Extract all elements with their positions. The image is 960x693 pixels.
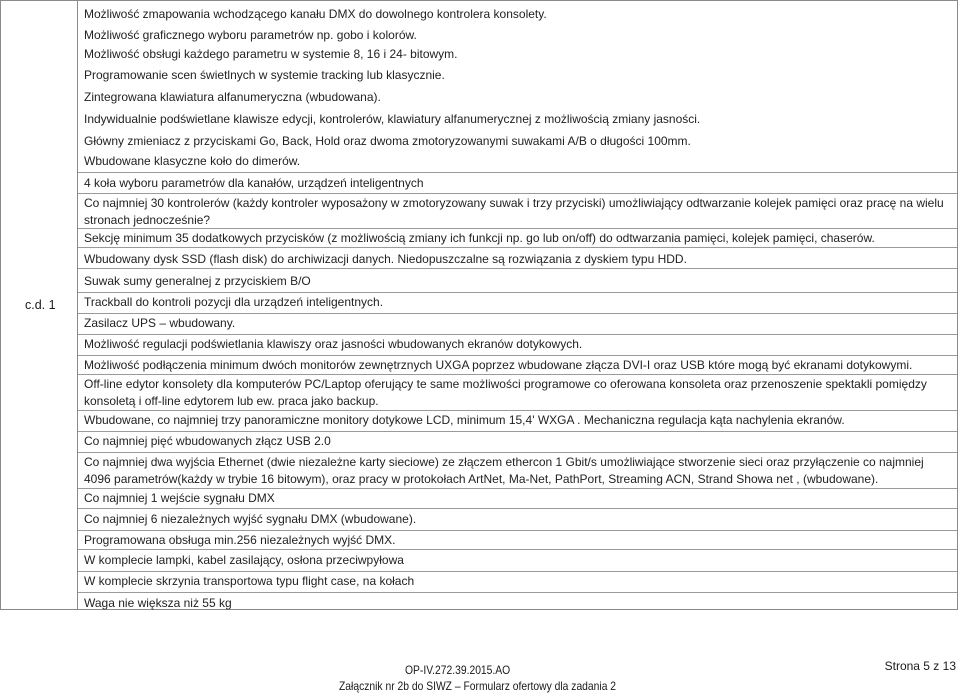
- requirement-row: [78, 175, 957, 194]
- requirement-row: [78, 490, 957, 509]
- requirement-text: Co najmniej pięć wbudowanych złącz USB 2.0: [84, 434, 331, 448]
- requirement-text: Co najmniej 1 wejście sygnału DMX: [84, 491, 275, 505]
- requirement-row: [78, 89, 957, 106]
- requirement-row: [78, 111, 957, 128]
- requirement-text: Możliwość regulacji podświetlania klawiszy oraz jasności wbudowanych ekranów dotykowych.: [84, 337, 583, 351]
- requirement-row: [78, 6, 957, 23]
- requirement-row: [78, 511, 957, 531]
- section-label: c.d. 1: [25, 298, 56, 312]
- document-reference-code: OP-IV.272.39.2015.AO: [405, 663, 511, 677]
- requirement-text: Sekcję minimum 35 dodatkowych przycisków (z możliwością zmiany ich funkcji np. go lub on/off) do odtwarzania pamięci, kolejek pamięci, chaserów.: [84, 231, 875, 245]
- requirement-row: [78, 552, 957, 572]
- requirement-row: [78, 357, 957, 375]
- requirement-row: [78, 273, 957, 293]
- requirement-text: Możliwość obsługi każdego parametru w systemie 8, 16 i 24- bitowym.: [84, 47, 458, 61]
- requirement-text: Wbudowane, co najmniej trzy panoramiczne monitory dotykowe LCD, minimum 15,4' WXGA . Mechaniczna regulacja kąta nachylenia ekranów.: [84, 413, 845, 427]
- requirement-text: Wbudowane klasyczne koło do dimerów.: [84, 154, 301, 168]
- requirement-text: Programowanie scen świetlnych w systemie tracking lub klasycznie.: [84, 68, 445, 82]
- requirement-text: W komplecie skrzynia transportowa typu flight case, na kołach: [84, 574, 415, 588]
- requirement-text: Możliwość zmapowania wchodzącego kanału DMX do dowolnego kontrolera konsolety.: [84, 7, 547, 21]
- requirement-text: Suwak sumy generalnej z przyciskiem B/O: [84, 274, 311, 288]
- requirement-text: Zasilacz UPS – wbudowany.: [84, 316, 236, 330]
- requirement-row: [78, 230, 957, 248]
- attachment-caption: Załącznik nr 2b do SIWZ – Formularz ofertowy dla zadania 2: [339, 679, 617, 693]
- requirement-text: Co najmniej dwa wyjścia Ethernet (dwie niezależne karty sieciowe) ze złączem ethercon 1 Gbit/s umożliwiające stworzenie sieci oraz przyłączenie co najmniej 4096 parametrów(każdy w trybie 16 bitowym), oraz pracy w protokołach ArtNet, Ma-Net, PathPort, Streaming ACN, Strand Showa net , (wbudowane).: [84, 455, 924, 486]
- requirement-text: Programowana obsługa min.256 niezależnych wyjść DMX.: [84, 533, 396, 547]
- requirement-text: 4 koła wyboru parametrów dla kanałów, urządzeń inteligentnych: [84, 176, 424, 190]
- section-label-cell: [1, 1, 78, 609]
- requirement-text: Co najmniej 30 kontrolerów (każdy kontroler wyposażony w zmotoryzowany suwak i trzy przyciski) umożliwiający odtwarzanie kolejek pamięci oraz pracę na wielu stronach jednocześnie?: [84, 196, 944, 227]
- requirement-row: [78, 294, 957, 314]
- requirement-row: [78, 315, 957, 335]
- requirement-text: Indywidualnie podświetlane klawisze edycji, kontrolerów, klawiatury alfanumerycznej z możliwością zmiany jasności.: [84, 112, 701, 126]
- requirement-text: W komplecie lampki, kabel zasilający, osłona przeciwpyłowa: [84, 553, 404, 567]
- requirement-text: Możliwość podłączenia minimum dwóch monitorów zewnętrznych UXGA poprzez wbudowane złącza DVI-I oraz USB które mogą być ekranami dotykowymi.: [84, 358, 913, 372]
- requirement-row: [78, 336, 957, 356]
- requirement-text: Zintegrowana klawiatura alfanumeryczna (wbudowana).: [84, 90, 381, 104]
- requirement-text: Trackball do kontroli pozycji dla urządzeń inteligentnych.: [84, 295, 384, 309]
- requirement-text: Off-line edytor konsolety dla komputerów PC/Laptop oferujący te same możliwości programowe co oferowana konsoleta oraz przenoszenie spektakli pomiędzy konsoletą i off-line edytorem lub ew. praca jako backup.: [84, 377, 927, 408]
- requirement-row: [78, 376, 957, 411]
- requirement-text: Główny zmieniacz z przyciskami Go, Back, Hold oraz dwoma zmotoryzowanymi suwakami A/B o długości 100mm.: [84, 134, 691, 148]
- requirement-row: [78, 27, 957, 44]
- requirement-row: [78, 46, 957, 63]
- requirement-row: [78, 412, 957, 432]
- requirement-text: Co najmniej 6 niezależnych wyjść sygnału DMX (wbudowane).: [84, 512, 417, 526]
- requirement-row: [78, 153, 957, 173]
- requirement-row: [78, 532, 957, 550]
- requirement-row: [78, 67, 957, 84]
- requirement-row: [78, 195, 957, 229]
- requirement-row: [78, 454, 957, 489]
- requirement-text: Wbudowany dysk SSD (flash disk) do archiwizacji danych. Niedopuszczalne są rozwiązania z dyskiem typu HDD.: [84, 252, 687, 266]
- requirement-row: [78, 573, 957, 593]
- requirement-row: [78, 133, 957, 150]
- page-number: Strona 5 z 13: [884, 659, 956, 673]
- requirement-text: Waga nie większa niż 55 kg: [84, 596, 232, 610]
- requirement-row: [78, 595, 957, 612]
- requirement-row: [78, 251, 957, 269]
- requirement-text: Możliwość graficznego wyboru parametrów np. gobo i kolorów.: [84, 28, 417, 42]
- requirement-row: [78, 433, 957, 453]
